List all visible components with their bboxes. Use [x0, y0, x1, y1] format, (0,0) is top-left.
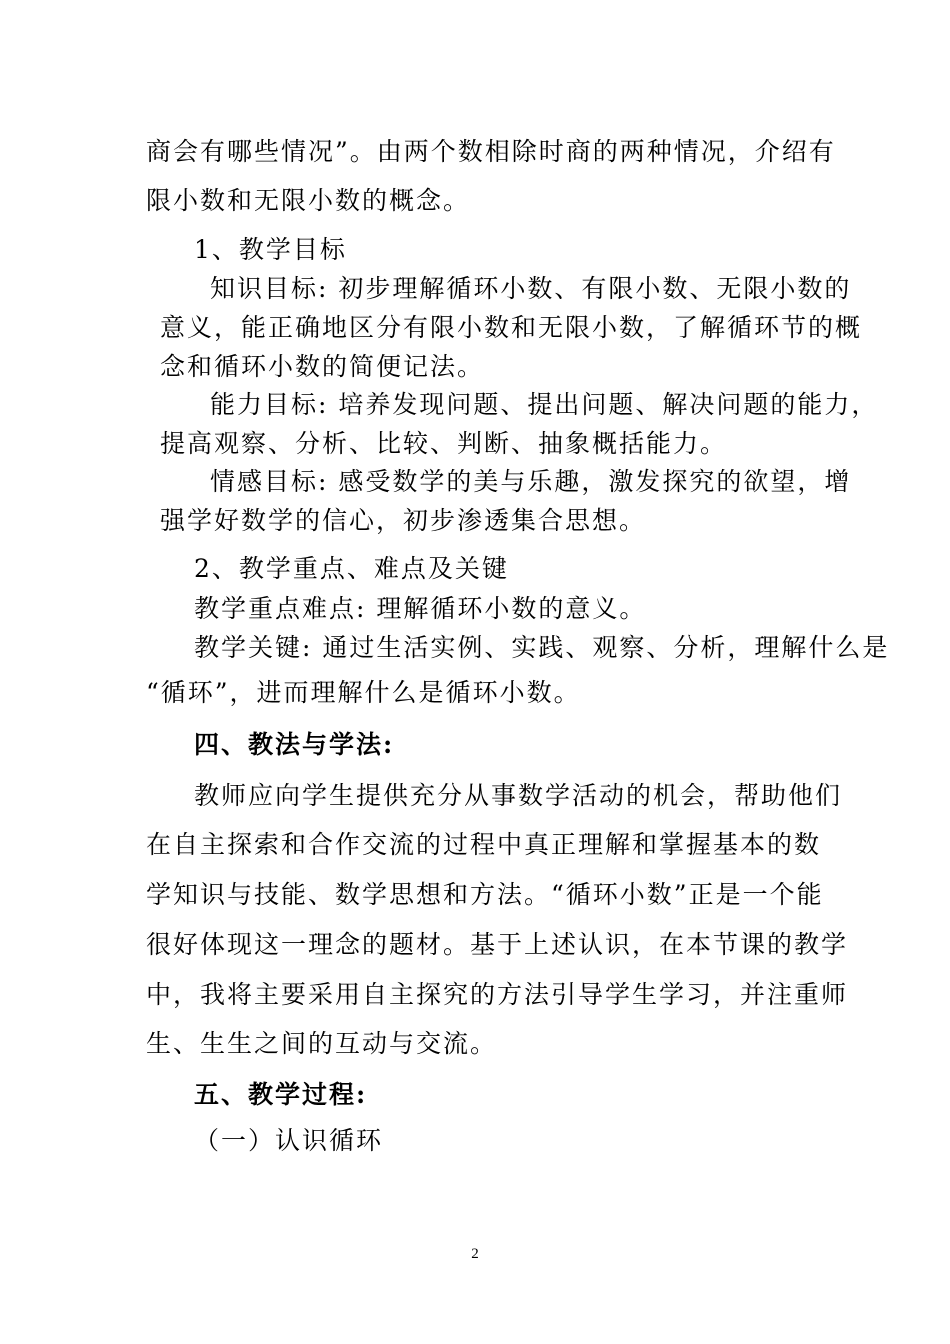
- text-line: 情感目标: 感受数学的美与乐趣，激发探究的欲望，增: [210, 467, 852, 496]
- subsection-heading: （一）认识循环: [194, 1126, 384, 1155]
- text-line: 中，我将主要采用自主探究的方法引导学生学习，并注重师: [146, 980, 849, 1009]
- section-heading: 2、教学重点、难点及关键: [194, 554, 509, 583]
- section-heading: 四、教法与学法:: [194, 730, 395, 759]
- section-heading: 五、教学过程:: [194, 1080, 368, 1109]
- text-line: 限小数和无限小数的概念。: [146, 186, 471, 215]
- text-line: 念和循环小数的简便记法。: [160, 352, 485, 381]
- text-line: 商会有哪些情况”。由两个数相除时商的两种情况，介绍有: [146, 137, 836, 166]
- text-line: 教师应向学生提供充分从事数学活动的机会，帮助他们: [194, 781, 843, 810]
- text-line: 在自主探索和合作交流的过程中真正理解和掌握基本的数: [146, 830, 822, 859]
- text-line: 提高观察、分析、比较、判断、抽象概括能力。: [160, 429, 728, 458]
- text-line: 教学关键: 通过生活实例、实践、观察、分析，理解什么是: [194, 633, 890, 662]
- text-line: 知识目标: 初步理解循环小数、有限小数、无限小数的: [210, 274, 852, 303]
- text-line: 强学好数学的信心，初步渗透集合思想。: [160, 506, 647, 535]
- text-line: 学知识与技能、数学思想和方法。“循环小数”正是一个能: [146, 880, 824, 909]
- text-line: 生、生生之间的互动与交流。: [146, 1029, 498, 1058]
- text-line: 能力目标: 培养发现问题、提出问题、解决问题的能力，: [210, 390, 879, 419]
- text-line: 很好体现这一理念的题材。基于上述认识，在本节课的教学: [146, 930, 849, 959]
- text-line: “循环”，进而理解什么是循环小数。: [146, 678, 581, 707]
- text-line: 意义，能正确地区分有限小数和无限小数，了解循环节的概: [160, 313, 863, 342]
- text-line: 教学重点难点: 理解循环小数的意义。: [194, 594, 647, 623]
- page-number: 2: [471, 1246, 479, 1262]
- section-heading: 1、教学目标: [194, 235, 347, 264]
